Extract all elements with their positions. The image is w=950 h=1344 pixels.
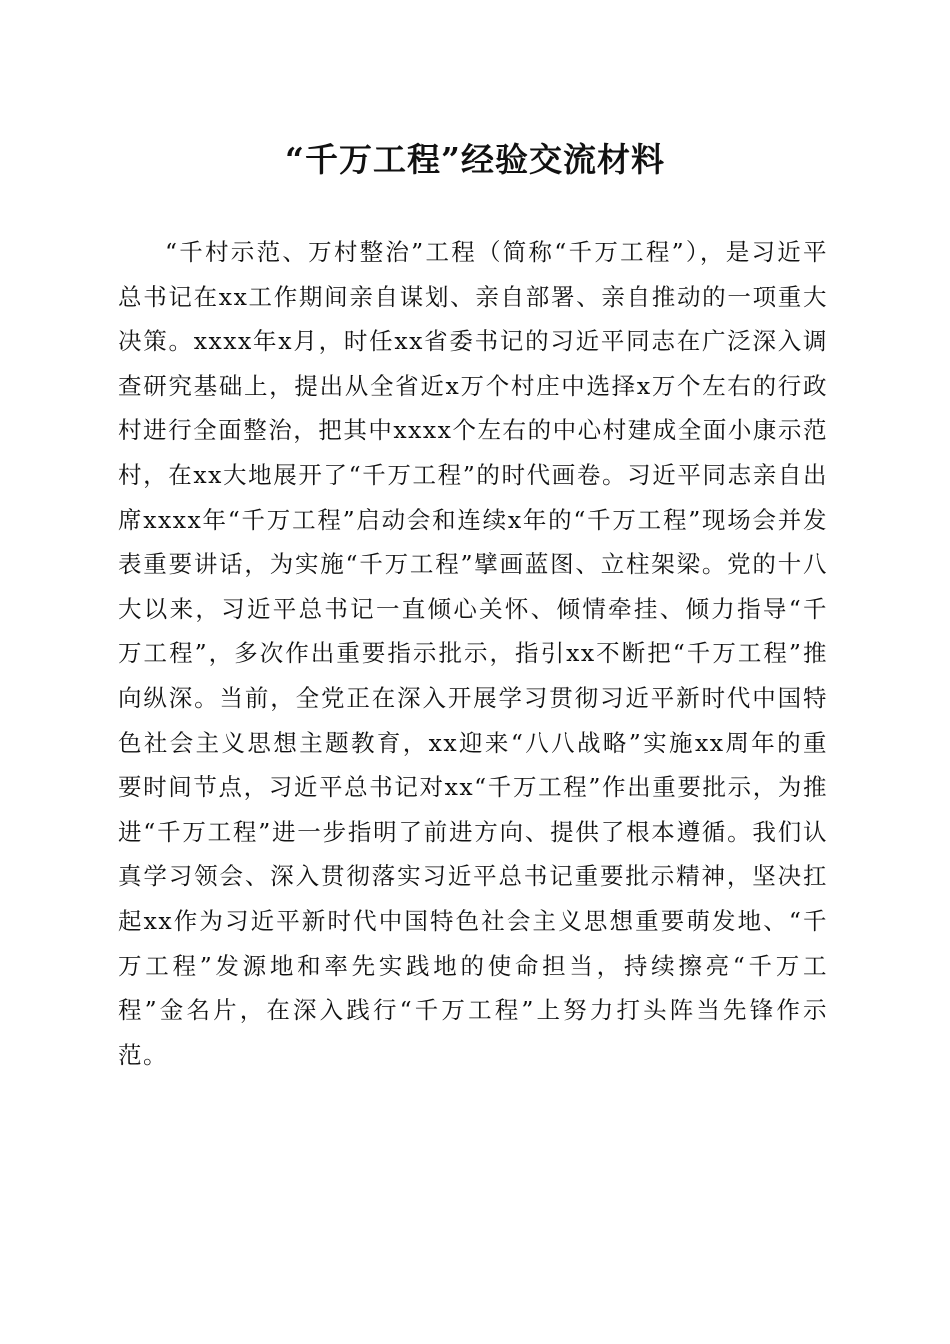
- document-title: “千万工程”经验交流材料: [285, 140, 665, 179]
- body-paragraph: “千村示范、万村整治”工程（简称“千万工程”），是习近平总书记在xx工作期间亲自谋划、亲自部署、亲自推动的一项重大决策。xxxx年x月，时任xx省委书记的习近平同志在广泛深入调查研究基础上，提出从全省近x万个村庄中选择x万个左右的行政村进行全面整治，把其中xxxx个左右的中心村建成全面小康示范村，在xx大地展开了“千万工程”的时代画卷。习近平同志亲自出席xxxx年“千万工程”启动会和连续x年的“千万工程”现场会并发表重要讲话，为实施“千万工程”擘画蓝图、立柱架梁。党的十八大以来，习近平总书记一直倾心关怀、倾情牵挂、倾力指导“千万工程”，多次作出重要指示批示，指引xx不断把“千万工程”推向纵深。当前，全党正在深入开展学习贯彻习近平新时代中国特色社会主义思想主题教育，xx迎来“八八战略”实施xx周年的重要时间节点，习近平总书记对xx“千万工程”作出重要批示，为推进“千万工程”进一步指明了前进方向、提供了根本遵循。我们认真学习领会、深入贯彻落实习近平总书记重要批示精神，坚决扛起xx作为习近平新时代中国特色社会主义思想重要萌发地、“千万工程”发源地和率先实践地的使命担当，持续擦亮“千万工程”金名片，在深入践行“千万工程”上努力打头阵当先锋作示范。: [118, 238, 828, 1069]
